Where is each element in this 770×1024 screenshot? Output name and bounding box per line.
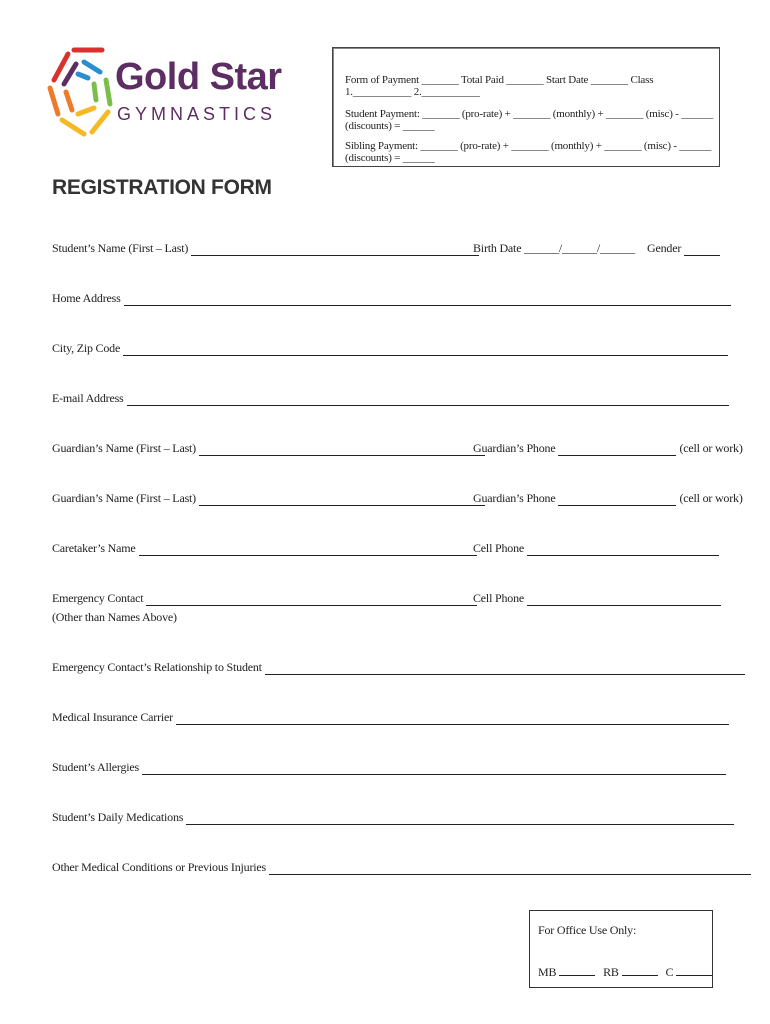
office-use-title: For Office Use Only: [538, 923, 637, 937]
guardian2-name-field[interactable] [52, 491, 485, 506]
guardian1-name-line[interactable] [199, 444, 485, 456]
caretaker-phone-field[interactable] [473, 541, 719, 556]
guardian2-name-line[interactable] [199, 494, 485, 506]
payment-row-sibling: Sibling Payment: _______ (pro-rate) + _______ (monthly) + _______ (misc) - ______ (discounts) = ______ [345, 140, 712, 164]
caretaker-phone-line[interactable] [527, 544, 719, 556]
brand-subtitle: GYMNASTICS [117, 104, 277, 124]
payment-row-form: Form of Payment _______ Total Paid _______ Start Date _______ Class 1.___________ 2.___________ [345, 74, 654, 98]
student-name-line[interactable] [191, 244, 479, 256]
emergency-contact-line[interactable] [146, 594, 477, 606]
birth-date-label: Birth Date ______/______/______ [473, 241, 635, 255]
office-rb[interactable] [603, 965, 657, 980]
allergies-label: Student’s Allergies [52, 760, 139, 774]
guardian2-phone-suffix: (cell or work) [679, 491, 743, 505]
allergies-line[interactable] [142, 763, 726, 775]
office-use-box [529, 910, 713, 988]
caretaker-name-label: Caretaker’s Name [52, 541, 136, 555]
emergency-relationship-field[interactable] [52, 660, 745, 675]
office-c-line[interactable] [676, 965, 712, 976]
city-zip-label: City, Zip Code [52, 341, 121, 355]
office-c-label: C [665, 965, 674, 979]
office-mb-line[interactable] [559, 965, 595, 976]
brand-name: Gold Star [115, 56, 282, 98]
emergency-phone-field[interactable] [473, 591, 721, 606]
insurance-line[interactable] [176, 713, 729, 725]
home-address-label: Home Address [52, 291, 121, 305]
office-c[interactable] [666, 965, 713, 980]
guardian2-phone-line[interactable] [558, 494, 676, 506]
office-mb[interactable] [538, 965, 595, 980]
guardian2-name-label: Guardian’s Name (First – Last) [52, 491, 196, 505]
payment-row-student: Student Payment: _______ (pro-rate) + _______ (monthly) + _______ (misc) - ______ (discounts) = ______ [345, 108, 714, 132]
guardian1-name-field[interactable] [52, 441, 485, 456]
caretaker-name-line[interactable] [139, 544, 477, 556]
emergency-relationship-line[interactable] [265, 663, 745, 675]
email-line[interactable] [127, 394, 729, 406]
gender-line[interactable] [684, 244, 720, 256]
gender-field[interactable] [647, 241, 720, 256]
insurance-field[interactable] [52, 710, 729, 725]
guardian1-phone-suffix: (cell or work) [679, 441, 743, 455]
insurance-label: Medical Insurance Carrier [52, 710, 173, 724]
guardian1-phone-label: Guardian’s Phone [473, 441, 556, 455]
star-mark [50, 50, 110, 134]
medications-label: Student’s Daily Medications [52, 810, 184, 824]
emergency-note: (Other than Names Above) [52, 610, 177, 624]
other-conditions-label: Other Medical Conditions or Previous Injuries [52, 860, 266, 874]
office-mb-label: MB [538, 965, 557, 979]
student-name-field[interactable] [52, 241, 479, 256]
home-address-line[interactable] [124, 294, 731, 306]
other-conditions-field[interactable] [52, 860, 751, 875]
caretaker-phone-label: Cell Phone [473, 541, 524, 555]
city-zip-field[interactable] [52, 341, 728, 356]
student-name-label: Student’s Name (First – Last) [52, 241, 189, 255]
office-use-codes [538, 965, 712, 980]
email-label: E-mail Address [52, 391, 124, 405]
allergies-field[interactable] [52, 760, 726, 775]
form-title: REGISTRATION FORM [52, 176, 272, 199]
email-field[interactable] [52, 391, 729, 406]
gender-label: Gender [647, 241, 682, 255]
office-rb-label: RB [603, 965, 619, 979]
office-rb-line[interactable] [622, 965, 658, 976]
guardian1-name-label: Guardian’s Name (First – Last) [52, 441, 196, 455]
guardian1-phone-line[interactable] [558, 444, 676, 456]
other-conditions-line[interactable] [269, 863, 751, 875]
emergency-contact-field[interactable] [52, 591, 477, 606]
home-address-field[interactable] [52, 291, 731, 306]
emergency-contact-label: Emergency Contact [52, 591, 144, 605]
medications-field[interactable] [52, 810, 734, 825]
guardian1-phone-field[interactable] [473, 441, 743, 456]
emergency-phone-line[interactable] [527, 594, 721, 606]
guardian2-phone-field[interactable] [473, 491, 743, 506]
emergency-relationship-label: Emergency Contact’s Relationship to Student [52, 660, 262, 674]
birth-date-field[interactable] [473, 241, 635, 256]
guardian2-phone-label: Guardian’s Phone [473, 491, 556, 505]
emergency-phone-label: Cell Phone [473, 591, 524, 605]
city-zip-line[interactable] [123, 344, 728, 356]
payment-box [332, 47, 720, 167]
medications-line[interactable] [186, 813, 734, 825]
caretaker-name-field[interactable] [52, 541, 477, 556]
